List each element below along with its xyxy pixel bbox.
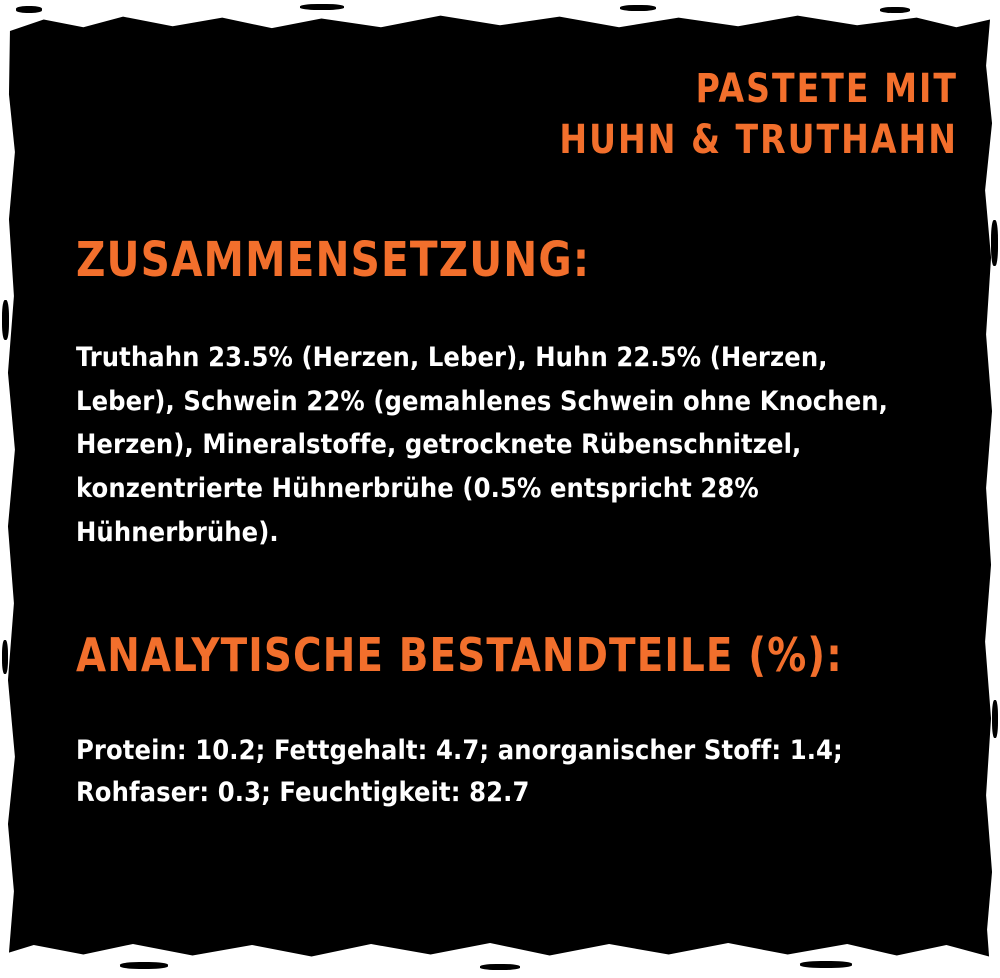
product-title <box>369 64 958 166</box>
product-title-line-1: PASTETE MIT <box>695 66 958 112</box>
composition-heading: ZUSAMMENSETZUNG: <box>76 232 591 288</box>
analytical-constituents-text: Protein: 10.2; Fettgehalt: 4.7; anorganischer Stoff: 1.4; Rohfaser: 0.3; Feuchtigkeit: 82.7 <box>76 735 843 808</box>
analytical-constituents-heading: ANALYTISCHE BESTANDTEILE (%): <box>76 628 843 682</box>
product-title-line-2: HUHN & TRUTHAHN <box>559 117 958 164</box>
composition-text: Truthahn 23.5% (Herzen, Leber), Huhn 22.5% (Herzen, Leber), Schwein 22% (gemahlenes Schwein ohne Knochen, Herzen), Mineralstoffe, getrocknete Rübenschnitzel, konzentrierte Hühnerbrühe (0.5% entspricht 28% Hühnerbrühe). <box>76 342 889 548</box>
